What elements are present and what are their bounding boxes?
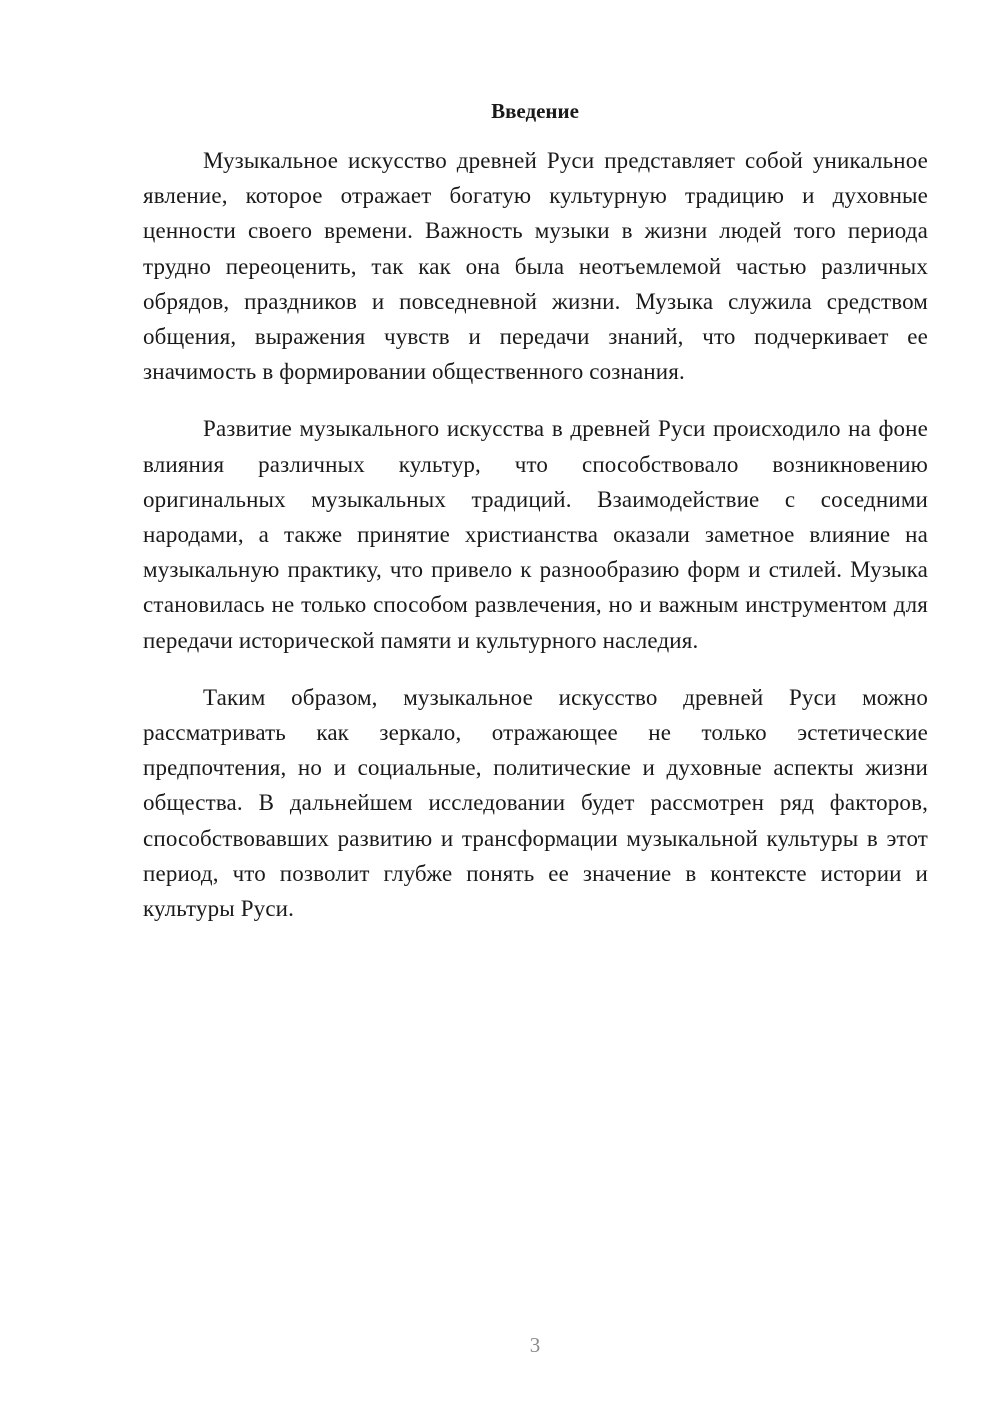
page-number: 3 — [529, 1333, 541, 1357]
section-heading: Введение — [491, 99, 579, 123]
paragraph-2: Развитие музыкального искусства в древней Руси происходило на фоне влияния различных культур, что способствовало возникновению оригинальных музыкальных традиций. Взаимодействие с соседними народами, а также принятие христианства оказали заметное влияние на музыкальную практику, что привело к разнообразию форм и стилей. Музыка становилась не только способом развлечения, но и важным инструментом для передачи исторической памяти и культурного наследия. — [143, 416, 928, 653]
paragraph-3: Таким образом, музыкальное искусство древней Руси можно рассматривать как зеркало, отражающее не только эстетические предпочтения, но и социальные, политические и духовные аспекты жизни общества. В дальнейшем исследовании будет рассмотрен ряд факторов, способствовавших развитию и трансформации музыкальной культуры в этот период, что позволит глубже понять ее значение в контексте истории и культуры Руси. — [143, 684, 928, 922]
paragraph-1: Музыкальное искусство древней Руси представляет собой уникальное явление, которое отражает богатую культурную традицию и духовные ценности своего времени. Важность музыки в жизни людей того периода трудно переоценить, так как она была неотъемлемой частью различных обрядов, праздников и повседневной жизни. Музыка служила средством общения, выражения чувств и передачи знаний, что подчеркивает ее значимость в формировании общественного сознания. — [143, 148, 928, 385]
body-text — [143, 143, 928, 948]
